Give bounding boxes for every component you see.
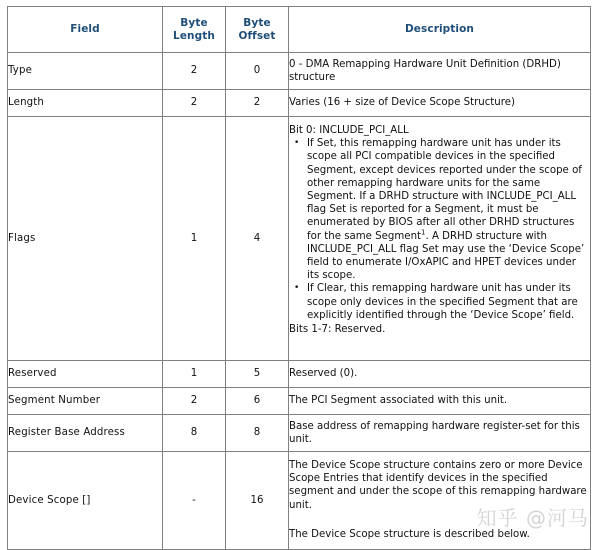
- column-header-field-line1: Field: [70, 23, 100, 36]
- row-field-segment-number: Segment Number: [8, 388, 163, 415]
- row-byte-length-flags: 1: [163, 117, 226, 361]
- row-description-device-scope: [289, 452, 591, 550]
- flags-bit0-title: Bit 0: INCLUDE_PCI_ALL: [289, 125, 409, 136]
- watermark: 知乎 @河马: [476, 506, 589, 530]
- row-description-flags: [289, 117, 591, 361]
- column-header-byte-length-line2: Length: [173, 29, 215, 42]
- table-row: [8, 53, 591, 90]
- row-byte-offset-register-base-address: 8: [226, 415, 289, 452]
- row-description-segment-number: The PCI Segment associated with this unit.: [289, 388, 591, 415]
- device-scope-paragraph-1: The Device Scope structure contains zero or more Device Scope Entries that identify devices in the specified segment and under the scope of this remapping hardware unit.: [289, 460, 587, 511]
- column-header-byte-offset: [226, 7, 289, 53]
- table-row: [8, 388, 591, 415]
- device-scope-paragraph-gap: [289, 512, 590, 528]
- row-description-length: Varies (16 + size of Device Scope Structure): [289, 90, 591, 117]
- table-row: [8, 415, 591, 452]
- flags-bullet-if-set-text: If Set, this remapping hardware unit has under its scope all PCI compatible devices in the specified Segment, except devices reported under the scope of other remapping hardware units for the same Segment. If a DRHD structure with INCLUDE_PCI_ALL flag Set is reported for a Segment, it must be enumerated by BIOS after all other DRHD structures for the same Segment: [307, 138, 582, 242]
- drhd-structure-table: [7, 6, 591, 550]
- row-byte-offset-length: 2: [226, 90, 289, 117]
- footnote-marker: 1: [421, 228, 426, 237]
- device-scope-paragraph-2: The Device Scope structure is described below.: [289, 528, 530, 540]
- table-row: [8, 361, 591, 388]
- table-header-row: [8, 7, 591, 53]
- table-row: [8, 90, 591, 117]
- flags-bullet-if-clear: [289, 282, 590, 322]
- row-byte-length-reserved: 1: [163, 361, 226, 388]
- flags-bits-reserved: Bits 1-7: Reserved.: [289, 324, 386, 336]
- table-header: [8, 7, 591, 53]
- table-row: [8, 117, 591, 361]
- column-header-byte-offset-line2: Offset: [238, 29, 276, 42]
- flags-bullet-if-set-continued: . A DRHD structure with INCLUDE_PCI_ALL flag Set may use the ‘Device Scope’ field to enumerate I/OxAPIC and HPET devices under its scope.: [307, 230, 585, 282]
- row-byte-length-segment-number: 2: [163, 388, 226, 415]
- table-row: [8, 452, 591, 550]
- row-description-type: 0 - DMA Remapping Hardware Unit Definition (DRHD) structure: [289, 53, 591, 90]
- column-header-byte-offset-line1: Byte: [243, 17, 271, 29]
- row-field-length: Length: [8, 90, 163, 117]
- flags-bullet-if-set: [289, 137, 590, 282]
- column-header-description-line1: Description: [404, 23, 474, 36]
- row-description-reserved: Reserved (0).: [289, 361, 591, 388]
- row-field-device-scope: Device Scope []: [8, 452, 163, 550]
- row-field-reserved: Reserved: [8, 361, 163, 388]
- row-byte-offset-flags: 4: [226, 117, 289, 361]
- row-byte-length-register-base-address: 8: [163, 415, 226, 452]
- row-byte-offset-device-scope: 16: [226, 452, 289, 550]
- row-byte-offset-type: 0: [226, 53, 289, 90]
- row-byte-length-device-scope: -: [163, 452, 226, 550]
- column-header-byte-length: [163, 7, 226, 53]
- flags-bullet-if-clear-text: If Clear, this remapping hardware unit has under its scope only devices in the specified Segment that are explicitly identified through the ‘Device Scope’ field.: [307, 283, 578, 321]
- row-description-register-base-address: Base address of remapping hardware register-set for this unit.: [289, 415, 591, 452]
- row-byte-offset-reserved: 5: [226, 361, 289, 388]
- row-byte-length-length: 2: [163, 90, 226, 117]
- row-byte-length-type: 2: [163, 53, 226, 90]
- row-field-flags: Flags: [8, 117, 163, 361]
- column-header-description: [289, 7, 591, 53]
- table-body: [8, 53, 591, 550]
- row-field-type: Type: [8, 53, 163, 90]
- column-header-field: [8, 7, 163, 53]
- flags-bullet-list: [289, 137, 590, 322]
- row-field-register-base-address: Register Base Address: [8, 415, 163, 452]
- column-header-byte-length-line1: Byte: [180, 17, 208, 29]
- row-byte-offset-segment-number: 6: [226, 388, 289, 415]
